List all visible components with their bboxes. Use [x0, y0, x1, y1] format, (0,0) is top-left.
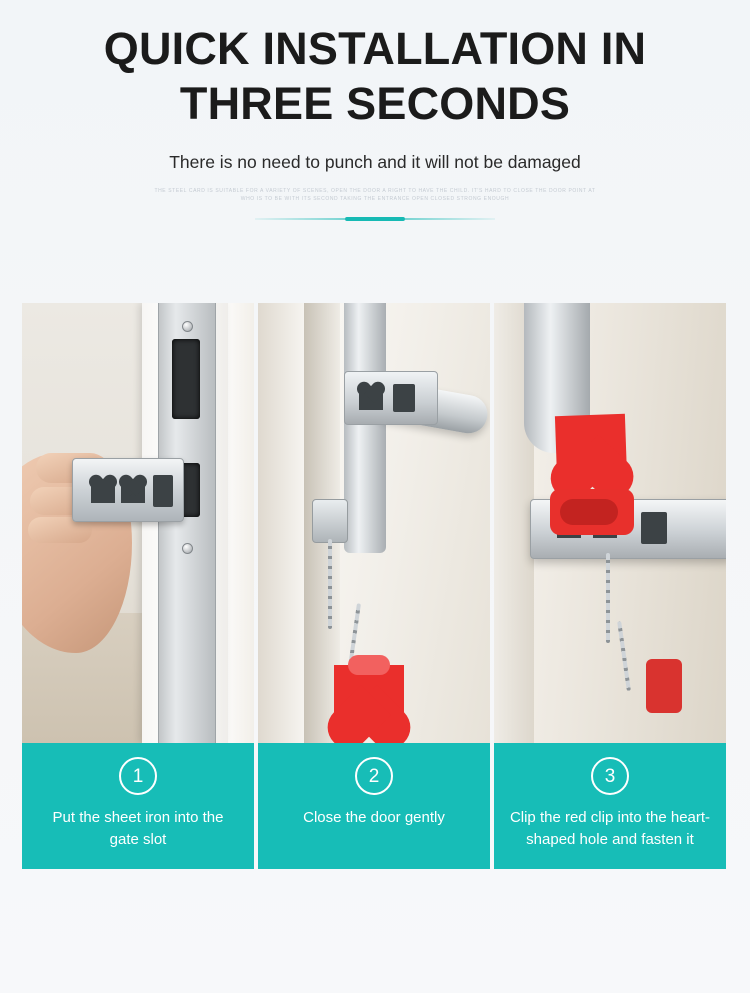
- heart-shaped-hole: [91, 481, 115, 503]
- chain-anchor: [312, 499, 348, 543]
- step-card-3: [494, 303, 726, 869]
- step-photo-3: [494, 303, 726, 743]
- page-subtitle: There is no need to punch and it will not be damaged: [169, 151, 581, 172]
- page-title-line-2: THREE SECONDS: [179, 77, 571, 129]
- page-title: [0, 22, 750, 132]
- header: [0, 0, 750, 221]
- step-caption-2: [258, 743, 490, 869]
- page-title-line-1: QUICK INSTALLATION IN: [103, 23, 647, 74]
- step-number-badge-1: 1: [119, 757, 157, 795]
- screw-icon: [182, 543, 193, 554]
- step-card-2: [258, 303, 490, 869]
- step-photo-1: [22, 303, 254, 743]
- fine-print-text: THE STEEL CARD IS SUITABLE FOR A VARIETY OF SCENES, OPEN THE DOOR A RIGHT TO HAVE THE CHILD. IT'S HARD TO CLOSE THE DOOR POINT AT WHO IS TO BE WITH ITS SECOND TAKING THE ENTRANCE OPEN CLOSED STRONG ENOUGH: [154, 187, 596, 203]
- step-number-badge-3: 3: [591, 757, 629, 795]
- chain: [606, 553, 610, 643]
- red-pendant: [646, 659, 682, 713]
- rectangular-hole: [153, 475, 173, 507]
- red-heart-clip-body: [555, 414, 627, 480]
- steps-row: [22, 303, 728, 869]
- divider-segment-right: [405, 218, 495, 220]
- step-caption-1: [22, 743, 254, 869]
- step-caption-text-3: Clip the red clip into the heart-shaped hole and fasten it: [509, 809, 711, 848]
- heart-shaped-hole: [121, 481, 145, 503]
- step-photo-2: [258, 303, 490, 743]
- red-heart-clip-highlight: [348, 655, 390, 675]
- metal-sheet-iron-plate: [344, 371, 438, 425]
- divider-segment-left: [255, 218, 345, 220]
- step-caption-3: [494, 743, 726, 869]
- heart-shaped-hole: [359, 388, 383, 410]
- chain: [328, 539, 332, 629]
- red-heart-clip: [550, 415, 646, 575]
- screw-icon: [182, 321, 193, 332]
- metal-sheet-iron-plate: [72, 458, 184, 522]
- step-card-1: [22, 303, 254, 869]
- divider: [255, 218, 495, 221]
- divider-segment-center: [345, 217, 405, 221]
- door-panel: [228, 303, 254, 743]
- door-jamb: [258, 303, 304, 743]
- step-caption-text-2: Close the door gently: [303, 809, 445, 826]
- red-heart-clip-slot: [560, 499, 618, 525]
- step-number-badge-2: 2: [355, 757, 393, 795]
- lock-back-plate: [344, 303, 386, 553]
- rectangular-hole: [393, 384, 415, 412]
- step-caption-text-1: Put the sheet iron into the gate slot: [52, 809, 224, 848]
- gate-slot: [172, 339, 200, 419]
